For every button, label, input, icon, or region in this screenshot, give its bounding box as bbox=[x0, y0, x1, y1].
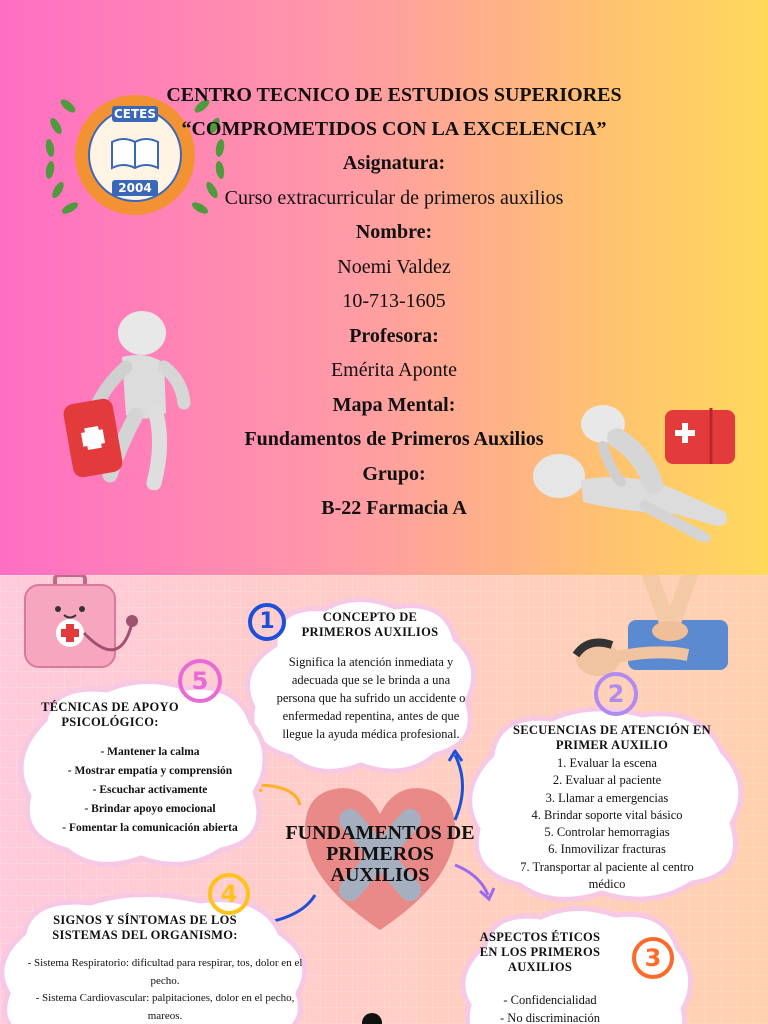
group-label: Grupo: bbox=[362, 462, 426, 485]
node-ethics-list bbox=[465, 991, 635, 1024]
list-item: - Mantener la calma bbox=[100, 746, 200, 758]
list-item: 6. Inmovilizar fracturas bbox=[548, 842, 666, 857]
figure-with-kit-illustration bbox=[60, 305, 200, 490]
mind-map-label: Mapa Mental: bbox=[332, 393, 456, 416]
node-psychological bbox=[15, 680, 270, 870]
node-number-3: 3 bbox=[632, 937, 674, 979]
list-item: 1. Evaluar la escena bbox=[557, 756, 657, 770]
list-item: 4. Brindar soporte vital básico bbox=[531, 807, 683, 822]
node-sequence bbox=[462, 705, 752, 905]
node-concept-body: Significa la atención inmediata y adecuada que se le brinda a una persona que ha sufrido un accidente o enfermedad repentina, antes de que llegue la ayuda médica profesional. bbox=[276, 655, 466, 741]
institution-motto: “COMPROMETIDOS CON LA EXCELENCIA” bbox=[181, 118, 607, 140]
node-psychological-list bbox=[45, 743, 255, 838]
list-item: - No discriminación bbox=[500, 1011, 600, 1024]
node-number-5: 5 bbox=[178, 659, 222, 703]
mind-map bbox=[0, 575, 768, 1024]
node-number-4: 4 bbox=[208, 873, 250, 915]
list-item: - Fomentar la comunicación abierta bbox=[62, 822, 238, 834]
name-label: Nombre: bbox=[355, 221, 433, 243]
list-item: - Escuchar activamente bbox=[92, 784, 208, 796]
subject-label: Asignatura: bbox=[342, 152, 446, 174]
list-item: - Sistema Cardiovascular: palpitaciones, dolor en el pecho, mareos. bbox=[35, 992, 295, 1022]
teacher-value: Emérita Aponte bbox=[330, 359, 458, 381]
list-item: 2. Evaluar al paciente bbox=[552, 773, 662, 788]
mind-map-value: Fundamentos de Primeros Auxilios bbox=[244, 428, 544, 450]
list-item: - Mostrar empatía y comprensión bbox=[67, 765, 233, 777]
node-ethics-title: ASPECTOS ÉTICOS EN LOS PRIMEROS AUXILIOS bbox=[479, 930, 601, 974]
node-sequence-list bbox=[507, 755, 707, 893]
mind-map-center-title: FUNDAMENTOS DE PRIMEROS AUXILIOS bbox=[285, 822, 475, 886]
logo-year: 2004 bbox=[118, 181, 152, 195]
list-item: 5. Controlar hemorragias bbox=[544, 825, 670, 840]
list-item: - Brindar apoyo emocional bbox=[84, 803, 216, 815]
node-number-2: 2 bbox=[594, 672, 638, 716]
list-item: 3. Llamar a emergencias bbox=[545, 790, 669, 805]
group-value: B-22 Farmacia A bbox=[321, 497, 467, 519]
list-item: - Confidencialidad bbox=[503, 993, 597, 1007]
node-psychological-title: TÉCNICAS DE APOYO PSICOLÓGICO: bbox=[41, 700, 179, 729]
student-id: 10-713-1605 bbox=[342, 290, 446, 312]
node-signs-list bbox=[25, 955, 305, 1024]
cpr-illustration bbox=[525, 402, 740, 542]
node-concept-title: CONCEPTO DE PRIMEROS AUXILIOS bbox=[301, 610, 439, 639]
node-signs bbox=[0, 893, 315, 1024]
subject-value: Curso extracurricular de primeros auxilios bbox=[224, 186, 564, 209]
institution-name: CENTRO TECNICO DE ESTUDIOS SUPERIORES bbox=[166, 84, 622, 106]
teacher-label: Profesora: bbox=[349, 324, 439, 347]
name-value: Noemi Valdez bbox=[337, 255, 451, 278]
list-item: - Sistema Respiratorio: dificultad para respirar, tos, dolor en el pecho. bbox=[27, 957, 303, 987]
logo-acronym: CETES bbox=[113, 107, 157, 121]
node-signs-title: SIGNOS Y SÍNTOMAS DE LOS SISTEMAS DEL ORGANISMO: bbox=[52, 913, 238, 942]
node-number-1: 1 bbox=[248, 603, 286, 641]
node-sequence-title: SECUENCIAS DE ATENCIÓN EN PRIMER AUXILIO bbox=[513, 723, 711, 752]
list-item: 7. Transportar al paciente al centro médico bbox=[520, 859, 694, 892]
